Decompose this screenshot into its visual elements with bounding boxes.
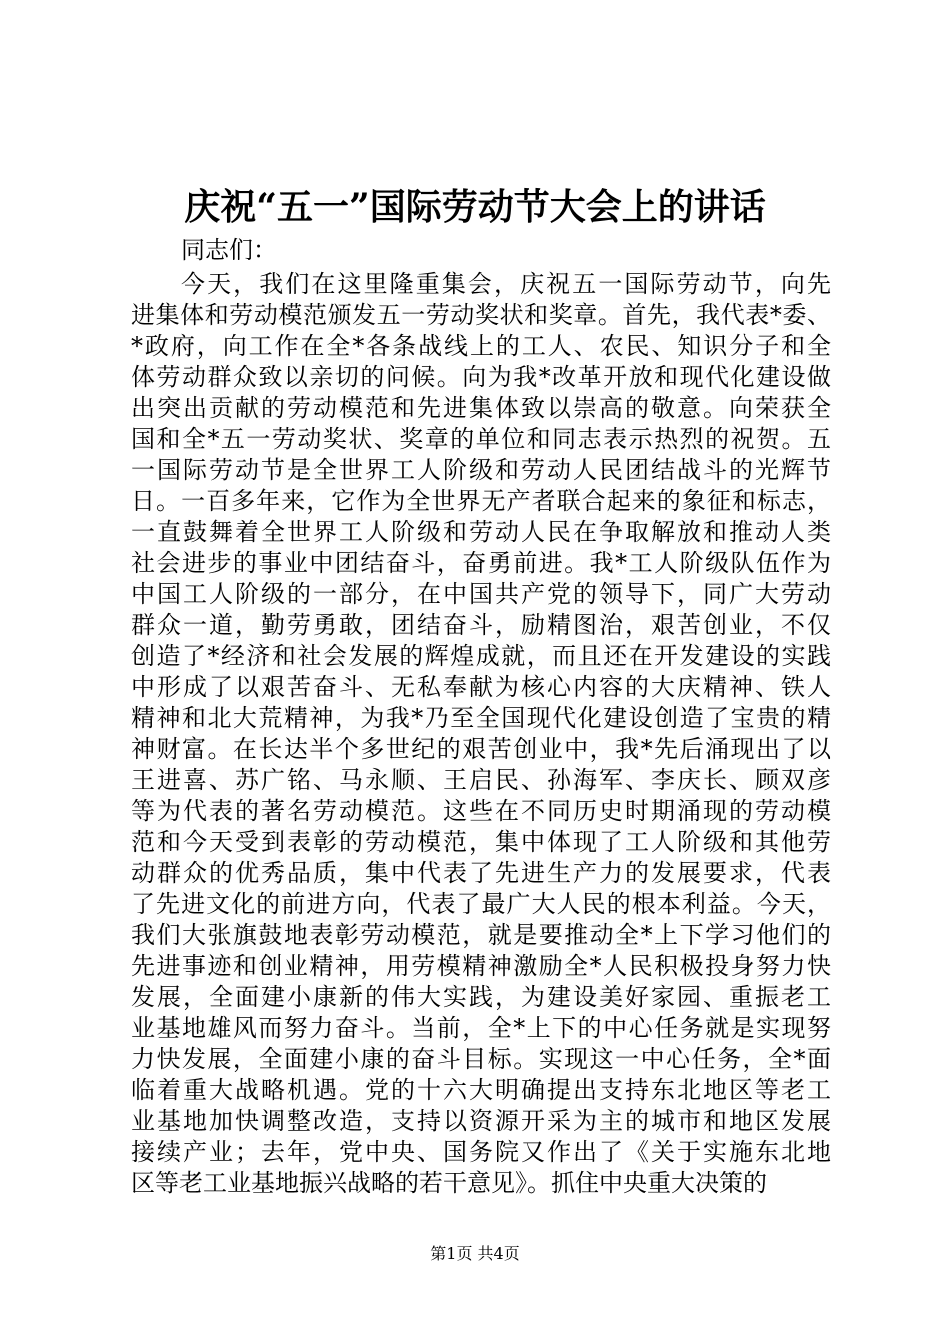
body-text-line: 国和全*五一劳动奖状、奖章的单位和同志表示热烈的祝贺。五 bbox=[131, 425, 831, 453]
body-text-line: 创造了*经济和社会发展的辉煌成就，而且还在开发建设的实践 bbox=[131, 642, 831, 670]
body-text-line: 日。一百多年来，它作为全世界无产者联合起来的象征和标志， bbox=[131, 487, 831, 515]
body-text-line: 区等老工业基地振兴战略的若干意见》。抓住中央重大决策的 bbox=[131, 1169, 767, 1197]
body-text-line: 了先进文化的前进方向，代表了最广大人民的根本利益。今天， bbox=[131, 890, 831, 918]
body-text-line: 等为代表的著名劳动模范。这些在不同历史时期涌现的劳动模 bbox=[131, 797, 831, 825]
body-text-line: 业基地雄风而努力奋斗。当前，全*上下的中心任务就是实现努 bbox=[131, 1014, 831, 1042]
body-text-line: 中形成了以艰苦奋斗、无私奉献为核心内容的大庆精神、铁人 bbox=[131, 673, 831, 701]
body-text-line: 精神和北大荒精神，为我*乃至全国现代化建设创造了宝贵的精 bbox=[131, 704, 831, 732]
body-text-line: 业基地加快调整改造，支持以资源开采为主的城市和地区发展 bbox=[131, 1107, 831, 1135]
page-number-footer: 第1页 共4页 bbox=[430, 1244, 520, 1263]
body-text-line: *政府，向工作在全*各条战线上的工人、农民、知识分子和全 bbox=[131, 332, 831, 360]
body-paragraph bbox=[131, 269, 831, 1199]
body-text-line: 我们大张旗鼓地表彰劳动模范，就是要推动全*上下学习他们的 bbox=[131, 921, 831, 949]
body-text-line: 进集体和劳动模范颁发五一劳动奖状和奖章。首先，我代表*委、 bbox=[131, 301, 831, 329]
body-text-line: 范和今天受到表彰的劳动模范，集中体现了工人阶级和其他劳 bbox=[131, 828, 831, 856]
salutation: 同志们： bbox=[181, 236, 277, 264]
body-text-line: 王进喜、苏广铭、马永顺、王启民、孙海军、李庆长、顾双彦 bbox=[131, 766, 831, 794]
body-text-line: 中国工人阶级的一部分，在中国共产党的领导下，同广大劳动 bbox=[131, 580, 831, 608]
body-text-line: 一国际劳动节是全世界工人阶级和劳动人民团结战斗的光辉节 bbox=[131, 456, 831, 484]
document-title: 庆祝“五一”国际劳动节大会上的讲话 bbox=[184, 186, 766, 228]
body-text-line: 先进事迹和创业精神，用劳模精神激励全*人民积极投身努力快 bbox=[131, 952, 831, 980]
body-text-line: 社会进步的事业中团结奋斗，奋勇前进。我*工人阶级队伍作为 bbox=[131, 549, 831, 577]
body-text-line: 今天，我们在这里隆重集会，庆祝五一国际劳动节，向先 bbox=[181, 270, 831, 298]
body-text-line: 体劳动群众致以亲切的问候。向为我*改革开放和现代化建设做 bbox=[131, 363, 831, 391]
body-text-line: 接续产业；去年，党中央、国务院又作出了《关于实施东北地 bbox=[131, 1138, 831, 1166]
body-text-line: 一直鼓舞着全世界工人阶级和劳动人民在争取解放和推动人类 bbox=[131, 518, 831, 546]
body-text-line: 动群众的优秀品质，集中代表了先进生产力的发展要求，代表 bbox=[131, 859, 831, 887]
body-text-line: 神财富。在长达半个多世纪的艰苦创业中，我*先后涌现出了以 bbox=[131, 735, 831, 763]
body-text-line: 力快发展，全面建小康的奋斗目标。实现这一中心任务，全*面 bbox=[131, 1045, 831, 1073]
body-text-line: 临着重大战略机遇。党的十六大明确提出支持东北地区等老工 bbox=[131, 1076, 831, 1104]
body-text-line: 群众一道，勤劳勇敢，团结奋斗，励精图治，艰苦创业，不仅 bbox=[131, 611, 831, 639]
body-text-line: 出突出贡献的劳动模范和先进集体致以崇高的敬意。向荣获全 bbox=[131, 394, 831, 422]
body-text-line: 发展，全面建小康新的伟大实践，为建设美好家园、重振老工 bbox=[131, 983, 831, 1011]
